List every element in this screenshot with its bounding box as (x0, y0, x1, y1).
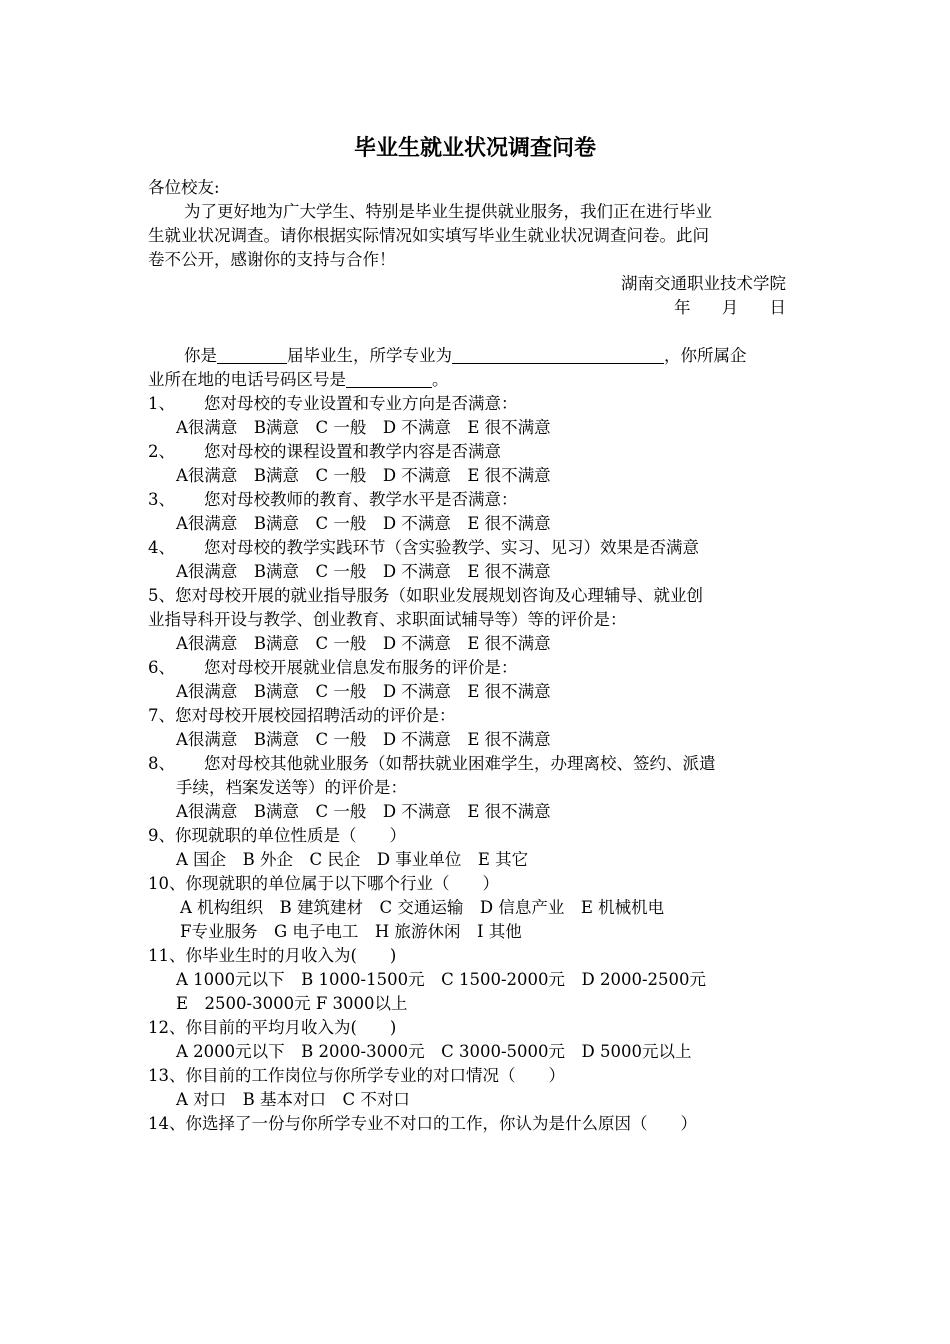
question-6-options[interactable]: A很满意 B满意 C 一般 D 不满意 E 很不满意 (176, 682, 551, 701)
question-3-options[interactable]: A很满意 B满意 C 一般 D 不满意 E 很不满意 (176, 514, 551, 533)
question-11: 11、你毕业生时的月收入为( ) (148, 946, 397, 965)
question-13: 13、你目前的工作岗位与你所学专业的对口情况（ ） (148, 1066, 565, 1085)
question-13-options[interactable]: A 对口 B 基本对口 C 不对口 (176, 1090, 410, 1109)
fill-line-1: 你是 届毕业生，所学专业为 ，你所属企 (184, 346, 747, 365)
question-4-options[interactable]: A很满意 B满意 C 一般 D 不满意 E 很不满意 (176, 562, 551, 581)
question-12-options[interactable]: A 2000元以下 B 2000-3000元 C 3000-5000元 D 5000元以上 (176, 1042, 692, 1061)
question-2-options[interactable]: A很满意 B满意 C 一般 D 不满意 E 很不满意 (176, 466, 551, 485)
intro-line-3: 卷不公开，感谢你的支持与合作！ (148, 250, 396, 269)
area-code-blank[interactable] (346, 369, 432, 388)
fill-line-2: 业所在地的电话号码区号是 。 (148, 370, 449, 389)
question-8: 8、 您对母校其他就业服务（如帮扶就业困难学生，办理离校、签约、派遣 (148, 754, 716, 773)
question-6: 6、 您对母校开展就业信息发布服务的评价是： (148, 658, 518, 677)
question-1: 1、 您对母校的专业设置和专业方向是否满意： (148, 394, 518, 413)
question-1-options[interactable]: A很满意 B满意 C 一般 D 不满意 E 很不满意 (176, 418, 551, 437)
question-10-options-2[interactable]: F专业服务 G 电子电工 H 旅游休闲 I 其他 (180, 922, 522, 941)
question-10: 10、你现就职的单位属于以下哪个行业（ ） (148, 874, 499, 893)
question-9: 9、你现就职的单位性质是（ ） (148, 826, 406, 845)
question-8-options[interactable]: A很满意 B满意 C 一般 D 不满意 E 很不满意 (176, 802, 551, 821)
question-14: 14、你选择了一份与你所学专业不对口的工作，你认为是什么原因（ ） (148, 1114, 697, 1133)
signature-org: 湖南交通职业技术学院 (621, 274, 786, 293)
intro-line-1: 为了更好地为广大学生、特别是毕业生提供就业服务，我们正在进行毕业 (184, 202, 712, 221)
question-5-line-2: 业指导科开设与教学、创业教育、求职面试辅导等）等的评价是： (148, 610, 627, 629)
question-9-options[interactable]: A 国企 B 外企 C 民企 D 事业单位 E 其它 (176, 850, 529, 869)
question-12: 12、你目前的平均月收入为( ) (148, 1018, 397, 1037)
question-2: 2、 您对母校的课程设置和教学内容是否满意 (148, 442, 501, 461)
question-10-options-1[interactable]: A 机构组织 B 建筑建材 C 交通运输 D 信息产业 E 机械机电 (180, 898, 665, 917)
graduation-year-blank[interactable] (217, 345, 287, 364)
survey-body (148, 176, 808, 1136)
question-3: 3、 您对母校教师的教育、教学水平是否满意： (148, 490, 518, 509)
major-blank[interactable] (452, 345, 664, 364)
date-day: 日 (769, 298, 786, 317)
question-5-line-1: 5、您对母校开展的就业指导服务（如职业发展规划咨询及心理辅导、就业创 (148, 586, 703, 605)
question-5-options[interactable]: A很满意 B满意 C 一般 D 不满意 E 很不满意 (176, 634, 551, 653)
date-month: 月 (721, 298, 739, 317)
date-year: 年 (674, 298, 691, 317)
question-7-options[interactable]: A很满意 B满意 C 一般 D 不满意 E 很不满意 (176, 730, 551, 749)
signature-date (148, 296, 808, 320)
question-7: 7、您对母校开展校园招聘活动的评价是： (148, 706, 456, 725)
greeting: 各位校友: (148, 178, 220, 197)
intro-line-2: 生就业状况调查。请你根据实际情况如实填写毕业生就业状况调查问卷。此问 (148, 226, 709, 245)
question-11-options-1[interactable]: A 1000元以下 B 1000-1500元 C 1500-2000元 D 2000-2500元 (176, 970, 707, 989)
question-8-line-2: 手续，档案发送等）的评价是： (176, 778, 407, 797)
question-11-options-2[interactable]: E 2500-3000元 F 3000以上 (176, 994, 408, 1013)
question-4: 4、 您对母校的教学实践环节（含实验教学、实习、见习）效果是否满意 (148, 538, 699, 557)
page-title: 毕业生就业状况调查问卷 (353, 136, 596, 161)
